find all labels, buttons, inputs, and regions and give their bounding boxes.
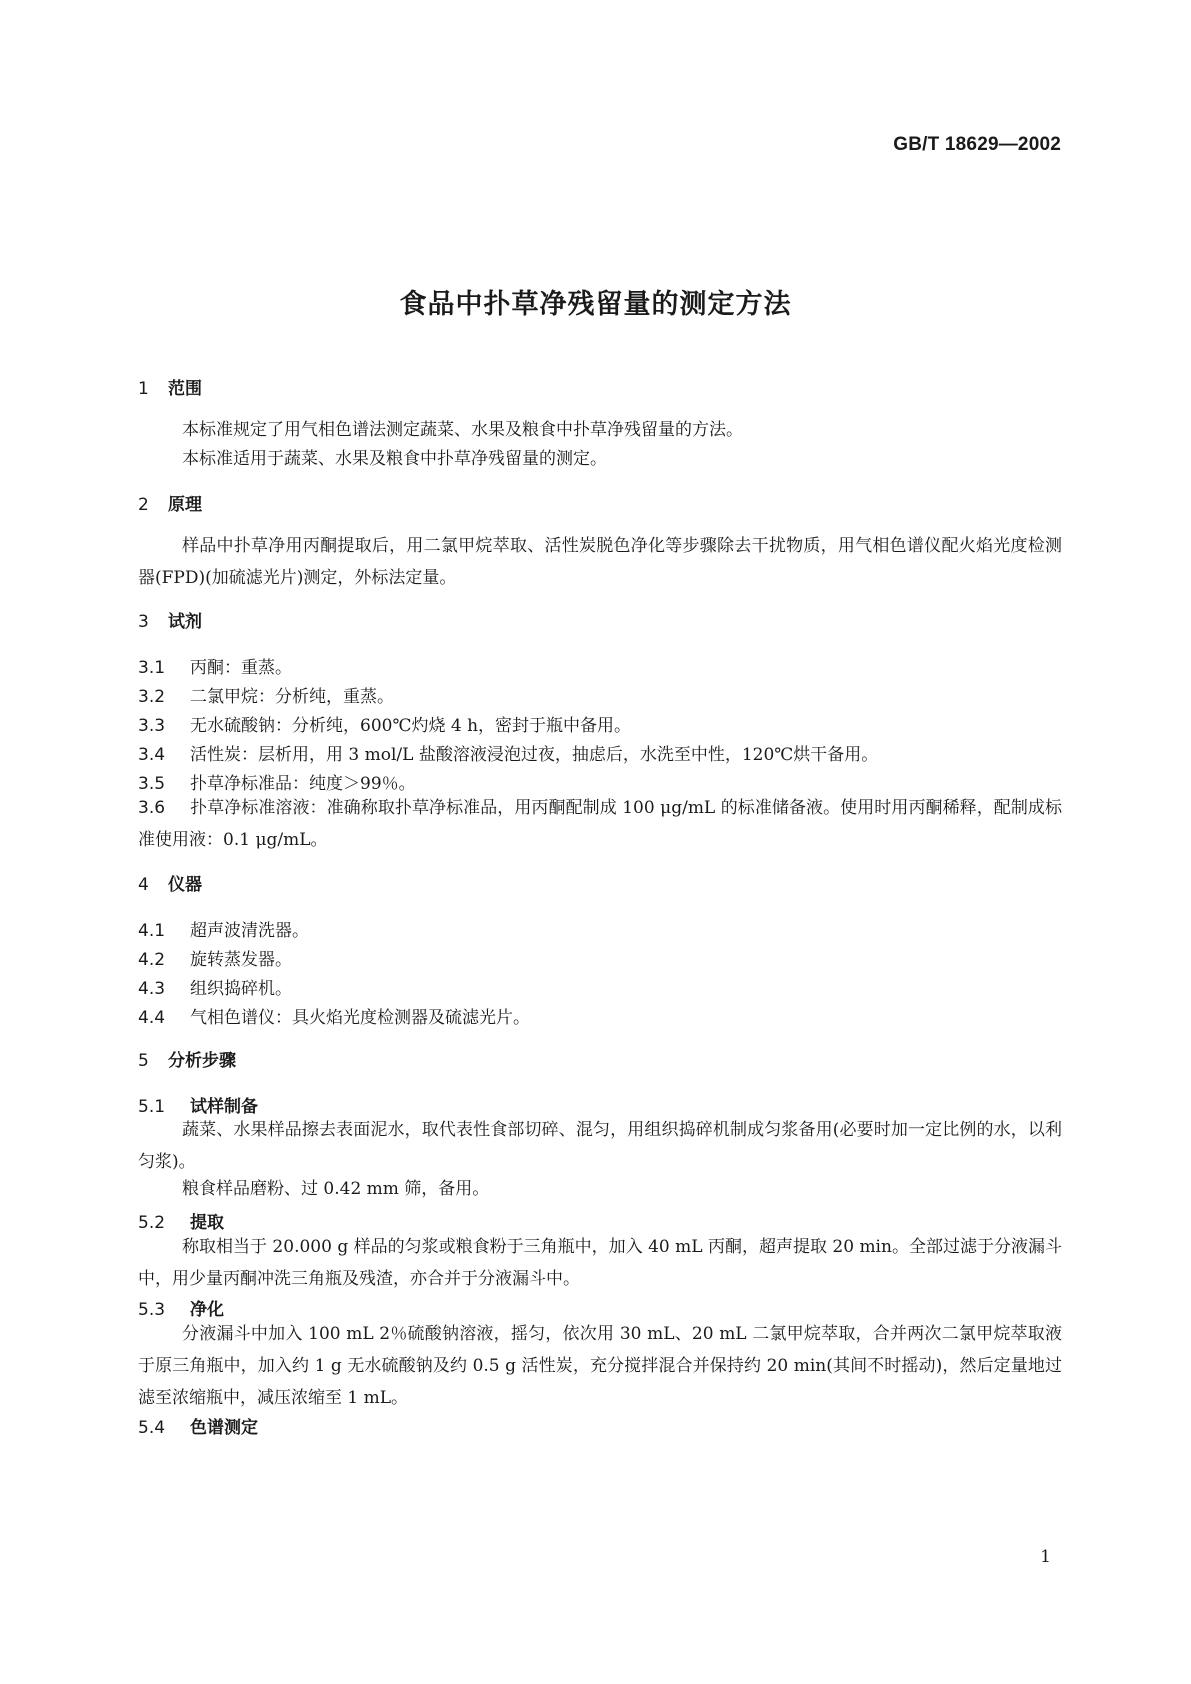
- subsection-5-2-paragraph-1: 称取相当于 20.000 g 样品的匀浆或粮食粉于三角瓶中，加入 40 mL 丙酮，超声提取 20 min。全部过滤于分液漏斗中，用少量丙酮冲洗三角瓶及残渣，亦合并于分液漏斗中。: [138, 1237, 1062, 1289]
- item-text: 扑草净标准品：纯度＞99％。: [190, 774, 416, 794]
- section-1-paragraph-2: 本标准适用于蔬菜、水果及粮食中扑草净残留量的测定。: [182, 449, 607, 469]
- section-4-heading: [138, 870, 202, 895]
- subsection-number: 5.4: [138, 1418, 166, 1438]
- reagent-item: [138, 711, 631, 736]
- section-title: 试剂: [168, 612, 202, 632]
- section-2-heading: [138, 490, 202, 515]
- subsection-title: 试样制备: [190, 1097, 258, 1117]
- standard-code: GB/T 18629—2002: [893, 134, 1061, 155]
- item-number: 3.6: [138, 798, 166, 818]
- item-number: 4.3: [138, 979, 166, 999]
- instrument-item: [138, 916, 309, 941]
- section-1-paragraph-1: 本标准规定了用气相色谱法测定蔬菜、水果及粮食中扑草净残留量的方法。: [182, 420, 743, 440]
- item-text: 扑草净标准溶液：准确称取扑草净标准品，用丙酮配制成 100 μg/mL 的标准储备液。使用时用丙酮稀释，配制成标准使用液：0.1 μg/mL。: [138, 798, 1062, 850]
- section-3-heading: [138, 607, 202, 632]
- subsection-number: 5.3: [138, 1300, 166, 1320]
- item-text: 无水硫酸钠：分析纯，600℃灼烧 4 h，密封于瓶中备用。: [190, 716, 632, 736]
- item-number: 3.4: [138, 745, 166, 765]
- subsection-5-2-heading: [138, 1208, 224, 1233]
- section-title: 范围: [168, 379, 202, 399]
- section-number: 1: [138, 379, 149, 399]
- section-number: 2: [138, 495, 149, 515]
- item-number: 4.1: [138, 921, 166, 941]
- section-title: 原理: [168, 495, 202, 515]
- section-2-paragraph-1: 样品中扑草净用丙酮提取后，用二氯甲烷萃取、活性炭脱色净化等步骤除去干扰物质，用气相色谱仪配火焰光度检测器(FPD)(加硫滤光片)测定，外标法定量。: [138, 536, 1062, 588]
- item-number: 3.3: [138, 716, 166, 736]
- reagent-item: [138, 653, 292, 678]
- section-title: 仪器: [168, 875, 202, 895]
- item-text: 气相色谱仪：具火焰光度检测器及硫滤光片。: [190, 1008, 530, 1028]
- section-number: 4: [138, 875, 149, 895]
- reagent-item: [138, 792, 1062, 856]
- reagent-item: [138, 682, 394, 707]
- item-number: 4.2: [138, 950, 166, 970]
- item-number: 3.1: [138, 658, 166, 678]
- section-5-heading: [138, 1046, 236, 1071]
- subsection-5-3-paragraph-1: 分液漏斗中加入 100 mL 2％硫酸钠溶液，摇匀，依次用 30 mL、20 mL 二氯甲烷萃取，合并两次二氯甲烷萃取液于原三角瓶中，加入约 1 g 无水硫酸钠及约 0.5 g 活性炭，充分搅拌混合并保持约 20 min(其间不时摇动)，然后定量地过滤至浓缩瓶中，减压浓缩至 1 mL。: [138, 1324, 1062, 1408]
- instrument-item: [138, 1003, 530, 1028]
- section-1-heading: [138, 374, 202, 399]
- subsection-number: 5.2: [138, 1213, 166, 1233]
- subsection-title: 色谱测定: [190, 1418, 258, 1438]
- item-number: 3.5: [138, 774, 166, 794]
- item-text: 活性炭：层析用，用 3 mol/L 盐酸溶液浸泡过夜，抽虑后，水洗至中性，120℃烘干备用。: [190, 745, 879, 765]
- instrument-item: [138, 945, 292, 970]
- section-number: 5: [138, 1051, 149, 1071]
- item-number: 4.4: [138, 1008, 166, 1028]
- instrument-item: [138, 974, 292, 999]
- document-title: 食品中扑草净残留量的测定方法: [399, 289, 792, 320]
- item-text: 组织捣碎机。: [190, 979, 292, 999]
- reagent-item: [138, 769, 416, 794]
- subsection-5-3-heading: [138, 1295, 224, 1320]
- section-title: 分析步骤: [168, 1051, 236, 1071]
- item-text: 二氯甲烷：分析纯，重蒸。: [190, 687, 394, 707]
- subsection-5-1-paragraph-2: 粮食样品磨粉、过 0.42 mm 筛，备用。: [182, 1179, 490, 1199]
- section-number: 3: [138, 612, 149, 632]
- item-number: 3.2: [138, 687, 166, 707]
- subsection-title: 提取: [190, 1213, 224, 1233]
- subsection-title: 净化: [190, 1300, 224, 1320]
- item-text: 超声波清洗器。: [190, 921, 309, 941]
- subsection-5-1-paragraph-1: 蔬菜、水果样品擦去表面泥水，取代表性食部切碎、混匀，用组织捣碎机制成匀浆备用(必要时加一定比例的水，以利匀浆)。: [138, 1120, 1062, 1172]
- subsection-number: 5.1: [138, 1097, 166, 1117]
- page-number: 1: [1040, 1547, 1051, 1567]
- item-text: 丙酮：重蒸。: [190, 658, 292, 678]
- item-text: 旋转蒸发器。: [190, 950, 292, 970]
- subsection-5-4-heading: [138, 1413, 258, 1438]
- reagent-item: [138, 740, 878, 765]
